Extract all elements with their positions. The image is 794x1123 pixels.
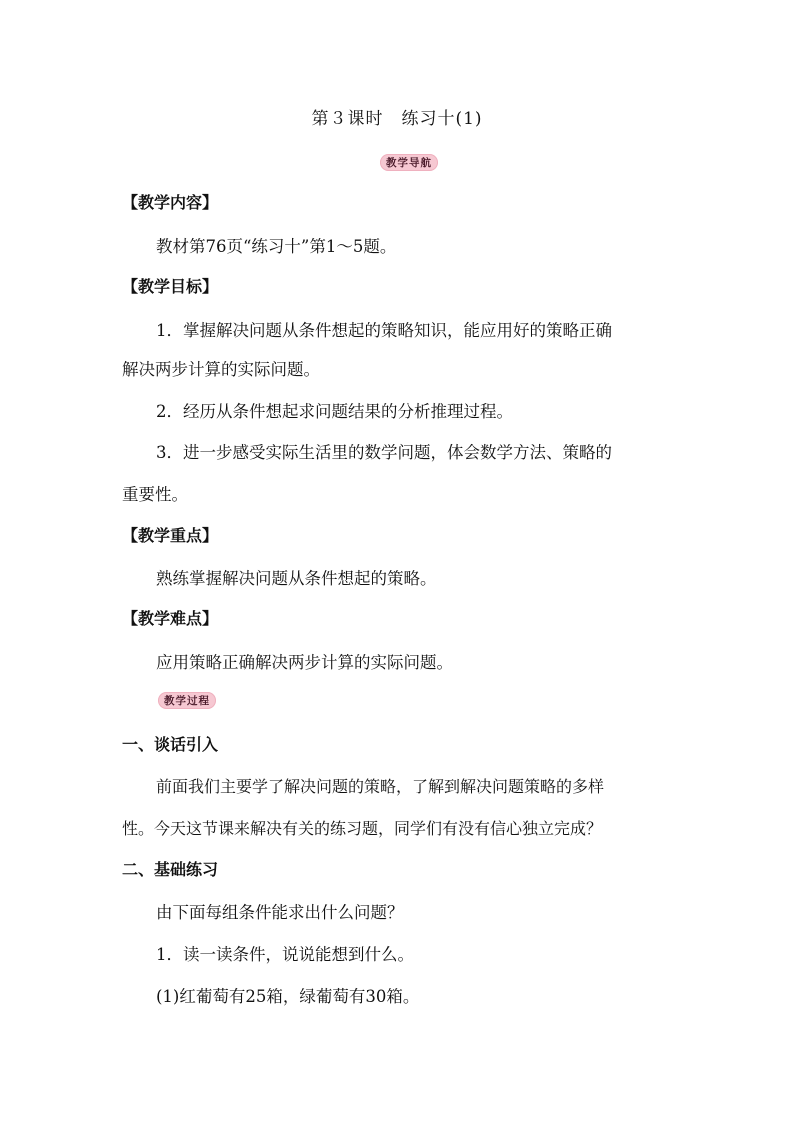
goal-1-line-1: 1．掌握解决问题从条件想起的策略知识，能应用好的策略正确 bbox=[156, 321, 612, 340]
teaching-process-badge: 教学过程 bbox=[158, 692, 216, 709]
basic-practice-heading: 二、基础练习 bbox=[122, 860, 219, 879]
intro-heading: 一、谈话引入 bbox=[122, 735, 219, 754]
goal-2: 2．经历从条件想起求问题结果的分析推理过程。 bbox=[156, 402, 513, 421]
goal-3-line-1: 3．进一步感受实际生活里的数学问题，体会数学方法、策略的 bbox=[156, 443, 612, 462]
intro-line-2: 性。今天这节课来解决有关的练习题，同学们有没有信心独立完成？ bbox=[122, 819, 603, 838]
exercise-item-1-sub-1: (1)红葡萄有25箱，绿葡萄有30箱。 bbox=[156, 987, 420, 1006]
page-title: 第３课时 练习十(1) bbox=[311, 109, 483, 129]
key-point-heading: 【教学重点】 bbox=[122, 526, 219, 545]
goals-heading: 【教学目标】 bbox=[122, 277, 219, 296]
intro-line-1: 前面我们主要学了解决问题的策略，了解到解决问题策略的多样 bbox=[156, 777, 605, 796]
key-point-text: 熟练掌握解决问题从条件想起的策略。 bbox=[156, 569, 437, 588]
goal-1-line-2: 解决两步计算的实际问题。 bbox=[122, 360, 320, 379]
basic-practice-prompt: 由下面每组条件能求出什么问题？ bbox=[156, 903, 404, 922]
content-heading: 【教学内容】 bbox=[122, 193, 219, 212]
difficulty-text: 应用策略正确解决两步计算的实际问题。 bbox=[156, 653, 453, 672]
goal-3-line-2: 重要性。 bbox=[122, 485, 188, 504]
exercise-item-1: 1．读一读条件，说说能想到什么。 bbox=[156, 945, 414, 964]
teaching-navigation-badge: 教学导航 bbox=[380, 154, 438, 171]
difficulty-heading: 【教学难点】 bbox=[122, 609, 219, 628]
content-text: 教材第76页“练习十”第1～5题。 bbox=[156, 237, 397, 256]
